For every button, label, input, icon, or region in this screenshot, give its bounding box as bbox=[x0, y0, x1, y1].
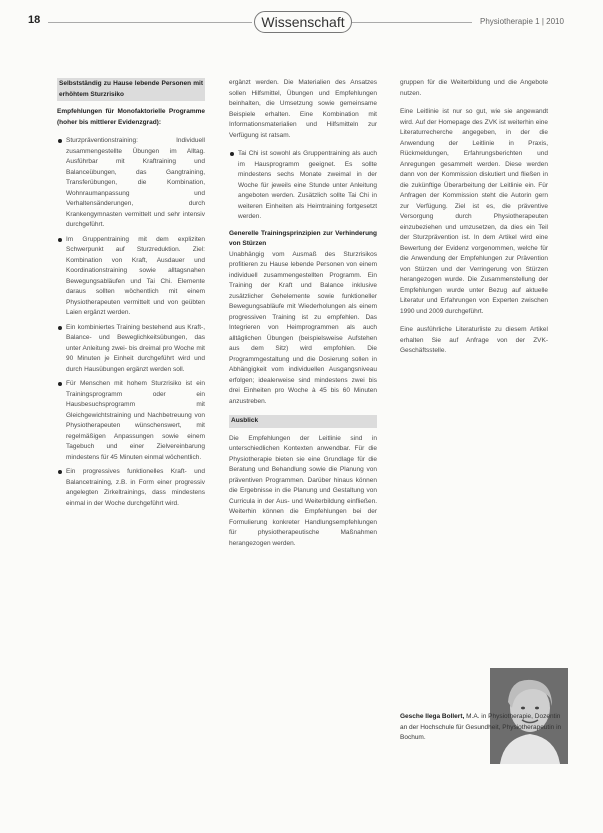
outlook-box: Ausblick bbox=[229, 415, 377, 428]
paragraph: Eine Leitlinie ist nur so gut, wie sie angewandt wird. Auf der Homepage des ZVK ist weiterhin eine Literaturrecherche angegeben, in der die Anwendung der Leitlinie in Praxis, Rückmeldungen, Erfahrungsberichten und Anregungen gesammelt werden. Diese werden dann von der Kommission diskutiert und fließen in die zukünftige Überarbeitung der Leitlinie ein. Für Anfragen der Kommission steht die Autorin gern zur Verfügung. Ziel ist es, die präventive Versorgung durch Physiotherapeuten einzubeziehen und umzusetzen, da dies ein Teil der Sturzprävention ist. In dem Artikel wird eine Bewertung der Evidenz vorgenommen, welche für die Anwendung der Empfehlungen zur Prävention von Stürzen und der Verringerung von Stürzen herangezogen wurde. Die Zusammenstellung der Empfehlungen wurde unter Bezug auf aktuelle Literatur und Erfahrungen von Experten zwischen 1990 und 2009 durchgeführt. bbox=[400, 108, 548, 315]
paragraph: ergänzt werden. Die Materialien des Ansatzes sollen Hilfsmittel, Übungen und Empfehlungen beinhalten, die Umsetzung sowie gemeinsame Beispiele erhalten. Eine Kombination mit Informationsmaterialien und Hilfsmitteln zur Verfügung ist ratsam. bbox=[229, 79, 377, 139]
author-name: Gesche Ilega Bollert, bbox=[400, 713, 465, 720]
column-2 bbox=[229, 78, 377, 557]
list-item: Ein progressives funktionelles Kraft- und Balancetraining, z.B. in Form einer progressiv angelegten Zirkeltrainings, dass mindestens einmal in der Woche durchgeführt wird. bbox=[66, 467, 205, 509]
general-principles-heading: Generelle Trainingsprinzipien zur Verhinderung von Stürzen bbox=[229, 229, 377, 247]
target-group-box: Selbstständig zu Hause lebende Personen mit erhöhtem Sturzrisiko bbox=[57, 78, 205, 101]
tai-chi-list bbox=[229, 149, 377, 223]
paragraph: Unabhängig vom Ausmaß des Sturzrisikos profitieren zu Hause lebende Personen von einem individuell zusammengestellten Programm. Ein Training der Kraft und Balance inklusive zusätzlicher Gehelemente sowie funktioneller Bewegungsabläufe mit Wiederholungen als einem progressiven Training ist zu empfehlen. Das Integrieren von Heimprogrammen als auch alltäglichen Übungen (beispielsweise Aufstehen aus dem Sitz) wird empfohlen. Die Programmgestaltung und die Dosierung sollen in Abhängigkeit vom individuellen Ausgangsniveau erfolgen; idealerweise sind mindestens zwei bis drei Einheiten pro Woche à 45 bis 60 Minuten anzustreben. bbox=[229, 250, 377, 405]
journal-issue: Physiotherapie 1 | 2010 bbox=[480, 17, 564, 26]
list-item: Tai Chi ist sowohl als Gruppentraining als auch im Hausprogramm geeignet. Es sollte mindestens sechs Monate zweimal in der Woche für jeweils eine Stunde unter Anleitung angeboten werden. Zusätzlich sollte Tai Chi in weiteren Einheiten als Heimtraining fortgesetzt werden. bbox=[238, 149, 377, 223]
author-bio bbox=[400, 712, 568, 744]
page-number: 18 bbox=[28, 14, 41, 26]
list-item: Im Gruppentraining mit dem expliziten Schwerpunkt auf Sturzreduktion. Ziel: Kombination von Kraft, Ausdauer und Koordinationstraining sowie alltagsnahen Bewegungsabläufen und Tai Chi. Elemente daraus sollten wöchentlich mit einem Physiotherapeuten vermittelt und von geübten Laien ergänzt werden. bbox=[66, 235, 205, 319]
author-block bbox=[400, 668, 568, 768]
section-title: Wissenschaft bbox=[254, 11, 352, 33]
header-rule-left bbox=[48, 22, 252, 23]
column-1 bbox=[57, 78, 205, 513]
list-item: Ein kombiniertes Training bestehend aus Kraft-, Balance- und Beweglichkeitsübungen, das unter Anleitung zwei- bis dreimal pro Woche mit 90 Minuten je Einheit durchgeführt wird und durch Hausübungen ergänzt werden soll. bbox=[66, 323, 205, 376]
column-3 bbox=[400, 78, 548, 365]
recommendations-heading: Empfehlungen für Monofaktorielle Programme (hoher bis mittlerer Evidenzgrad): bbox=[57, 108, 205, 126]
paragraph: Die Empfehlungen der Leitlinie sind in unterschiedlichen Kontexten anwendbar. Für die Physiotherapie bieten sie eine Grundlage für die Beratung und Behandlung sowie die Planung von präventiven Programmen. Darüber hinaus können die Ergebnisse in die Planung und Gestaltung von Curricula in der Aus- und Weiterbildung einfließen. Weiterhin können die Empfehlungen bei der Formulierung konkreter Handlungsempfehlungen für physiotherapeutische Maßnahmen herangezogen werden. bbox=[229, 434, 377, 547]
recommendations-list bbox=[57, 136, 205, 509]
author-description: M.A. in Physiotherapie, Dozentin an der Hochschule für Gesundheit, Physiotherapeutin in Bochum. bbox=[400, 713, 562, 741]
page-header bbox=[0, 0, 603, 40]
list-item: Sturzpräventionstraining: Individuell zusammengestellte Übungen im Alltag. Ausführbar mit Kraftraining und Balanceübungen, das Gangtraining, Transferübungen, die Kombination, Wohnraumanpassung und Verhaltensänderungen, durch Krankengymnasten vermittelt und sehr intensiv durchgeführt. bbox=[66, 136, 205, 231]
header-rule-right bbox=[352, 22, 472, 23]
paragraph: gruppen für die Weiterbildung und die Angebote nutzen. bbox=[400, 79, 548, 97]
paragraph: Eine ausführliche Literaturliste zu diesem Artikel erhalten Sie auf Anfrage von der ZVK-Geschäftsstelle. bbox=[400, 326, 548, 354]
list-item: Für Menschen mit hohem Sturzrisiko ist ein Trainingsprogramm oder ein Hausbesuchsprogramm mit Gleichgewichtstraining und Nachbetreuung von Physiotherapeuten wünschenswert, mit regelmäßigen Anpassungen sowie einem Tagebuch und einer Zielvereinbarung mindestens für 45 Minuten einmal wöchentlich. bbox=[66, 379, 205, 463]
